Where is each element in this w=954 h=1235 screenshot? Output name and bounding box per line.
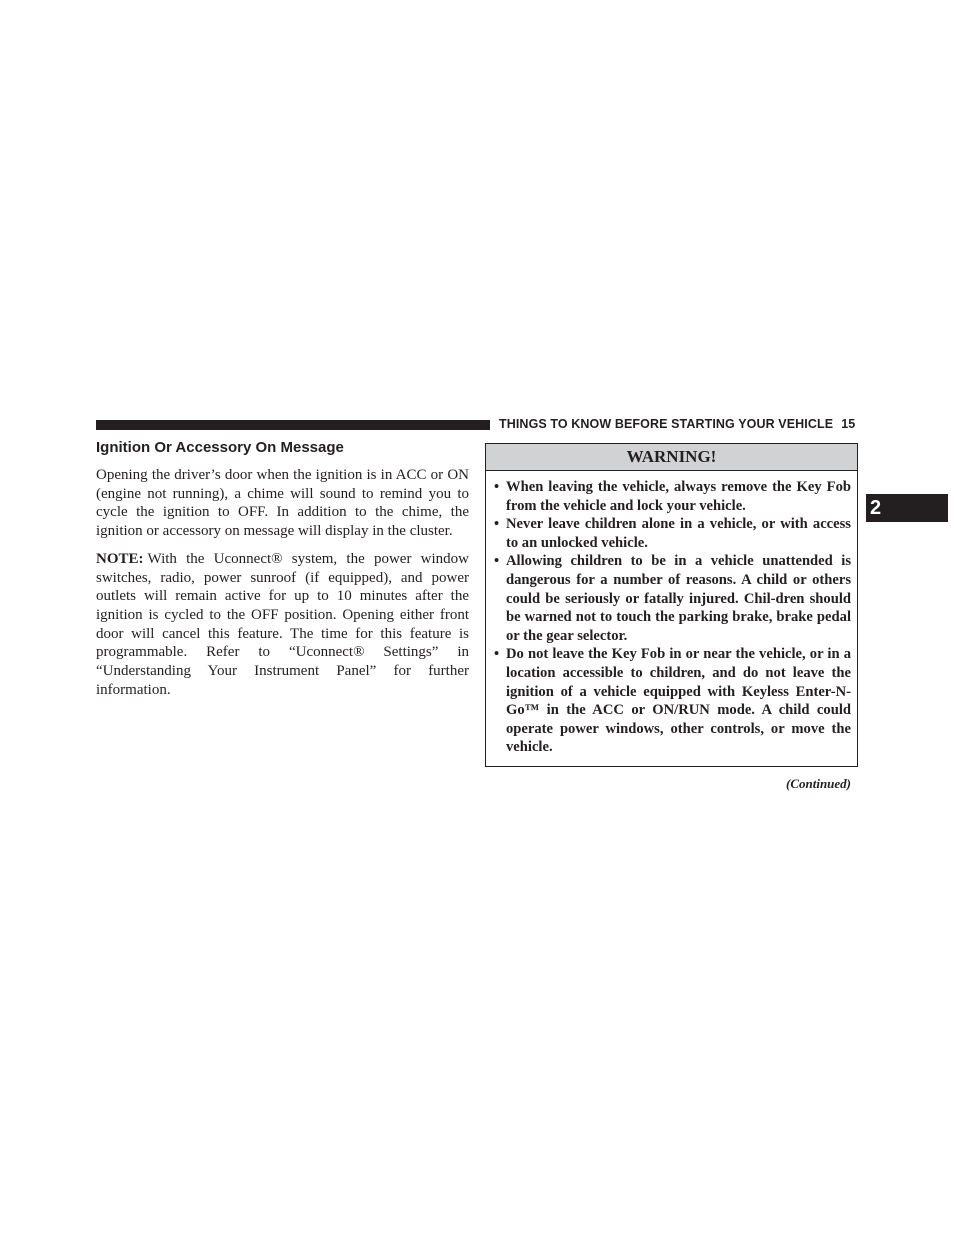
header-title: THINGS TO KNOW BEFORE STARTING YOUR VEHICLE: [499, 417, 834, 431]
page-number: 15: [841, 417, 856, 431]
warning-box: [485, 443, 858, 767]
note-label: NOTE:: [96, 550, 144, 567]
warning-item-text: Allowing children to be in a vehicle unattended is dangerous for a number of reasons. A child or others could be seriously or fatally injured. Chil-dren should be warned not to touch the parking brake, brake pedal or the gear selector.: [506, 553, 851, 644]
chapter-tab: 2: [866, 494, 948, 522]
bullet-icon: •: [494, 646, 500, 663]
warning-item: [494, 515, 851, 552]
section-heading: Ignition Or Accessory On Message: [96, 439, 344, 456]
continued-label: (Continued): [785, 776, 851, 791]
warning-item: [494, 552, 851, 645]
bullet-icon: •: [494, 553, 500, 570]
warning-item-text: Never leave children alone in a vehicle, or with access to an unlocked vehicle.: [506, 516, 851, 551]
bullet-icon: •: [494, 516, 500, 533]
warning-item: [494, 478, 851, 515]
warning-list: [486, 471, 857, 757]
warning-item: [494, 645, 851, 757]
bullet-icon: •: [494, 479, 500, 495]
header-rule: [96, 420, 490, 430]
warning-title: WARNING!: [486, 444, 857, 471]
left-column: [96, 438, 469, 708]
note-text: With the Uconnect® system, the power window switches, radio, power sunroof (if equipped), and power outlets will remain active for up to 10 minutes after the ignition is cycled to the OFF position. Opening either front door will cancel this feature. The time for this feature is programmable. Refer to “Uconnect® Settings” in “Understanding Your Instrument Panel” for further information.: [96, 550, 469, 698]
warning-item-text: When leaving the vehicle, always remove the Key Fob from the vehicle and lock your vehicle.: [506, 479, 851, 514]
body-paragraph: Opening the driver’s door when the ignition is in ACC or ON (engine not running), a chime will sound to remind you to cycle the ignition to OFF. In addition to the chime, the ignition or accessory on message will display in the cluster.: [96, 467, 469, 540]
note-paragraph: [96, 550, 469, 700]
warning-item-text: Do not leave the Key Fob in or near the vehicle, or in a location accessible to children, and do not leave the ignition of a vehicle equipped with Keyless Enter-N-Go™ in the ACC or ON/RUN mode. A child could operate power windows, other controls, or move the vehicle.: [506, 646, 851, 756]
running-header: [499, 417, 855, 431]
